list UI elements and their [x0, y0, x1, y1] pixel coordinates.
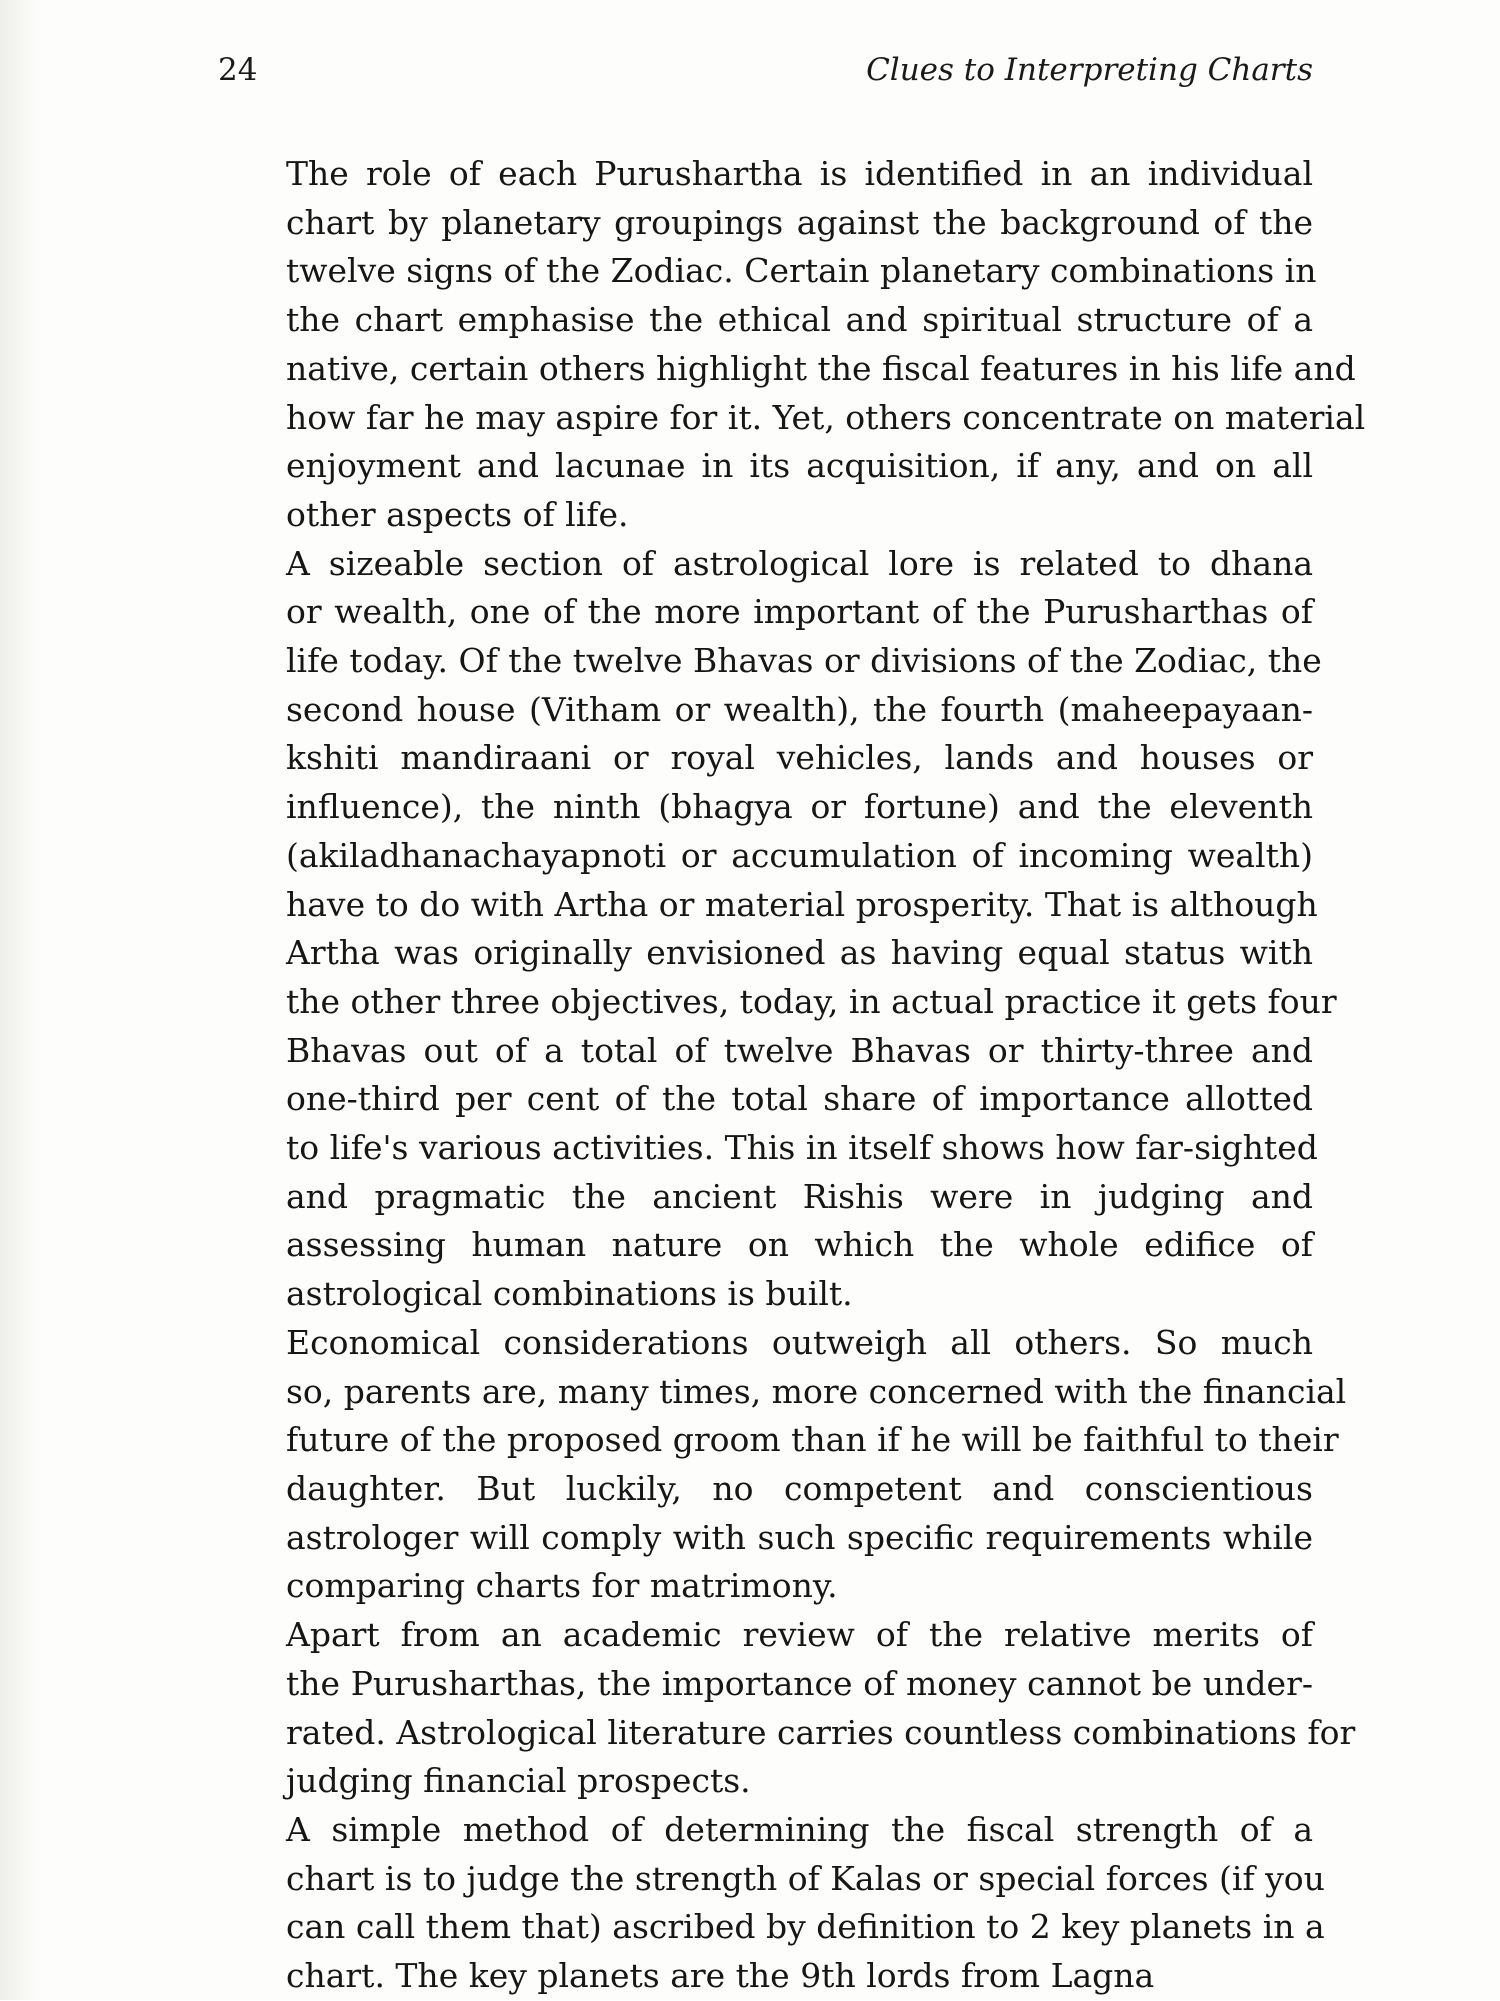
text-line: second house (Vitham or wealth), the fourth (maheepayaan-: [286, 689, 1313, 729]
spine-shadow: [0, 0, 40, 2000]
chapter-title: Clues to Interpreting Charts: [866, 52, 1313, 88]
text-line: the Purusharthas, the importance of money cannot be under-: [286, 1663, 1313, 1703]
paragraph-purusharthas-role: [218, 150, 1366, 540]
body-text: [218, 150, 1366, 2001]
text-line: native, certain others highlight the fiscal features in his life and: [286, 348, 1356, 388]
text-line: daughter. But luckily, no competent and conscientious: [286, 1468, 1313, 1508]
text-line: the other three objectives, today, in actual practice it gets four: [286, 981, 1337, 1021]
text-line: can call them that) ascribed by definition to 2 key planets in a: [286, 1907, 1325, 1947]
text-line: the chart emphasise the ethical and spiritual structure of a: [286, 300, 1313, 340]
text-line: chart. The key planets are the 9th lords from Lagna: [286, 1956, 1155, 1996]
text-line: astrological combinations is built.: [286, 1274, 853, 1314]
text-line: life today. Of the twelve Bhavas or divisions of the Zodiac, the: [286, 641, 1322, 681]
text-line: Bhavas out of a total of twelve Bhavas or thirty-three and: [286, 1030, 1313, 1070]
text-line: kshiti mandiraani or royal vehicles, lands and houses or: [286, 738, 1313, 778]
paragraph-fiscal-strength-method: [218, 1806, 1325, 2001]
running-head: [218, 52, 1313, 102]
text-line: A sizeable section of astrological lore is related to dhana: [286, 543, 1313, 583]
text-line: A simple method of determining the fiscal strength of a: [286, 1809, 1313, 1849]
paragraph-importance-of-money: [218, 1611, 1356, 1806]
text-line: future of the proposed groom than if he will be faithful to their: [286, 1420, 1339, 1460]
text-line: to life's various activities. This in itself shows how far-sighted: [286, 1128, 1318, 1168]
text-line: assessing human nature on which the whole edifice of: [286, 1225, 1313, 1265]
text-line: Apart from an academic review of the relative merits of: [286, 1615, 1313, 1655]
text-line: judging financial prospects.: [286, 1761, 751, 1801]
paragraph-economical-considerations: [218, 1319, 1347, 1611]
text-line: twelve signs of the Zodiac. Certain planetary combinations in: [286, 251, 1317, 291]
text-line: (akiladhanachayapnoti or accumulation of incoming wealth): [286, 835, 1313, 875]
text-line: chart is to judge the strength of Kalas or special forces (if you: [286, 1858, 1325, 1898]
text-line: chart by planetary groupings against the background of the: [286, 202, 1313, 242]
text-line: influence), the ninth (bhagya or fortune) and the eleventh: [286, 787, 1313, 827]
text-line: comparing charts for matrimony.: [286, 1566, 838, 1606]
text-line: astrologer will comply with such specific requirements while: [286, 1517, 1313, 1557]
text-line: The role of each Purushartha is identified in an individual: [286, 154, 1313, 193]
text-line: have to do with Artha or material prosperity. That is although: [286, 884, 1318, 924]
page-number: 24: [218, 52, 258, 88]
text-line: one-third per cent of the total share of importance allotted: [286, 1079, 1313, 1119]
text-line: enjoyment and lacunae in its acquisition, if any, and on all: [286, 446, 1313, 486]
text-line: how far he may aspire for it. Yet, others concentrate on material: [286, 397, 1366, 437]
text-line: or wealth, one of the more important of the Purusharthas of: [286, 592, 1313, 632]
text-line: so, parents are, many times, more concerned with the financial: [286, 1371, 1347, 1411]
text-line: Artha was originally envisioned as having equal status with: [286, 933, 1313, 973]
text-line: rated. Astrological literature carries countless combinations for: [286, 1712, 1356, 1752]
text-line: Economical considerations outweigh all others. So much: [286, 1322, 1313, 1362]
text-line: and pragmatic the ancient Rishis were in judging and: [286, 1176, 1313, 1216]
text-line: other aspects of life.: [286, 494, 629, 534]
paragraph-dhana-wealth: [218, 540, 1337, 1319]
